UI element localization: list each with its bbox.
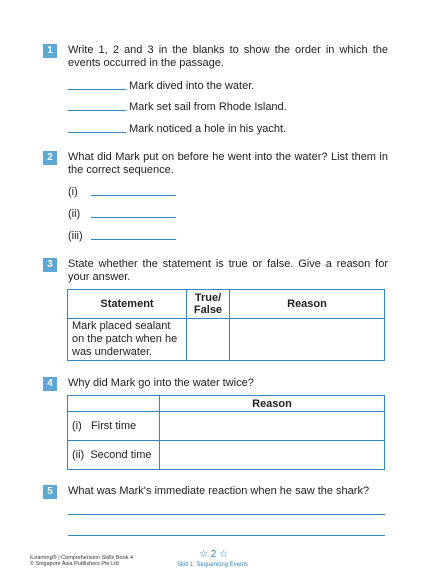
q3-true-false-cell[interactable] [187, 319, 230, 361]
q4-header-reason: Reason [160, 396, 385, 412]
q2-blank-1[interactable] [91, 195, 176, 196]
q2-blank-3[interactable] [91, 239, 176, 240]
page-number: ☆ 2 ☆ [199, 549, 229, 560]
q1-blank-2[interactable] [68, 110, 126, 111]
q3-statement-cell: Mark placed sealant on the patch when he was underwater. [68, 319, 187, 361]
q1-blank-3[interactable] [68, 132, 126, 133]
q2-label-3: (iii) [68, 230, 83, 242]
q3-header-true-false: True/ False [187, 290, 230, 319]
q4-row-label-1: (i) First time [68, 412, 160, 441]
q4-row-label-2: (ii) Second time [68, 441, 160, 470]
q2-label-1: (i) [68, 186, 78, 198]
q3-header-reason: Reason [230, 290, 385, 319]
question-2-number: 2 [43, 151, 57, 165]
question-4-text: Why did Mark go into the water twice? [68, 377, 254, 389]
q1-item-1: Mark dived into the water. [129, 80, 255, 92]
q3-header-statement: Statement [68, 290, 187, 319]
q5-answer-line-2[interactable] [68, 535, 385, 536]
question-1-number: 1 [43, 44, 57, 58]
q2-label-2: (ii) [68, 208, 81, 220]
q4-header-empty [68, 396, 160, 412]
q4-table [67, 395, 385, 470]
footer-book-title: iLearning® | Comprehension Skills Book 4 [30, 555, 134, 561]
q3-table [67, 289, 385, 361]
question-4-number: 4 [43, 377, 57, 391]
q2-blank-2[interactable] [91, 217, 176, 218]
question-3-text: State whether the statement is true or false. Give a reason for your answer. [68, 258, 388, 283]
q4-reason-cell-1[interactable] [160, 412, 385, 441]
q1-item-2: Mark set sail from Rhode Island. [129, 101, 287, 113]
q1-blank-1[interactable] [68, 89, 126, 90]
question-3-number: 3 [43, 258, 57, 272]
question-5-number: 5 [43, 485, 57, 499]
q4-reason-cell-2[interactable] [160, 441, 385, 470]
footer-copyright: © Singapore Asia Publishers Pte Ltd [30, 561, 119, 567]
question-2-text: What did Mark put on before he went into the water? List them in the correct sequence. [68, 151, 388, 176]
footer-skill: Skill 1: Sequencing Events [177, 562, 249, 568]
question-5-text: What was Mark's immediate reaction when he saw the shark? [68, 485, 370, 497]
question-1-text: Write 1, 2 and 3 in the blanks to show the order in which the events occurred in the passage. [68, 44, 388, 69]
q5-answer-line-1[interactable] [68, 514, 385, 515]
q1-item-3: Mark noticed a hole in his yacht. [129, 123, 287, 135]
q3-reason-cell[interactable] [230, 319, 385, 361]
